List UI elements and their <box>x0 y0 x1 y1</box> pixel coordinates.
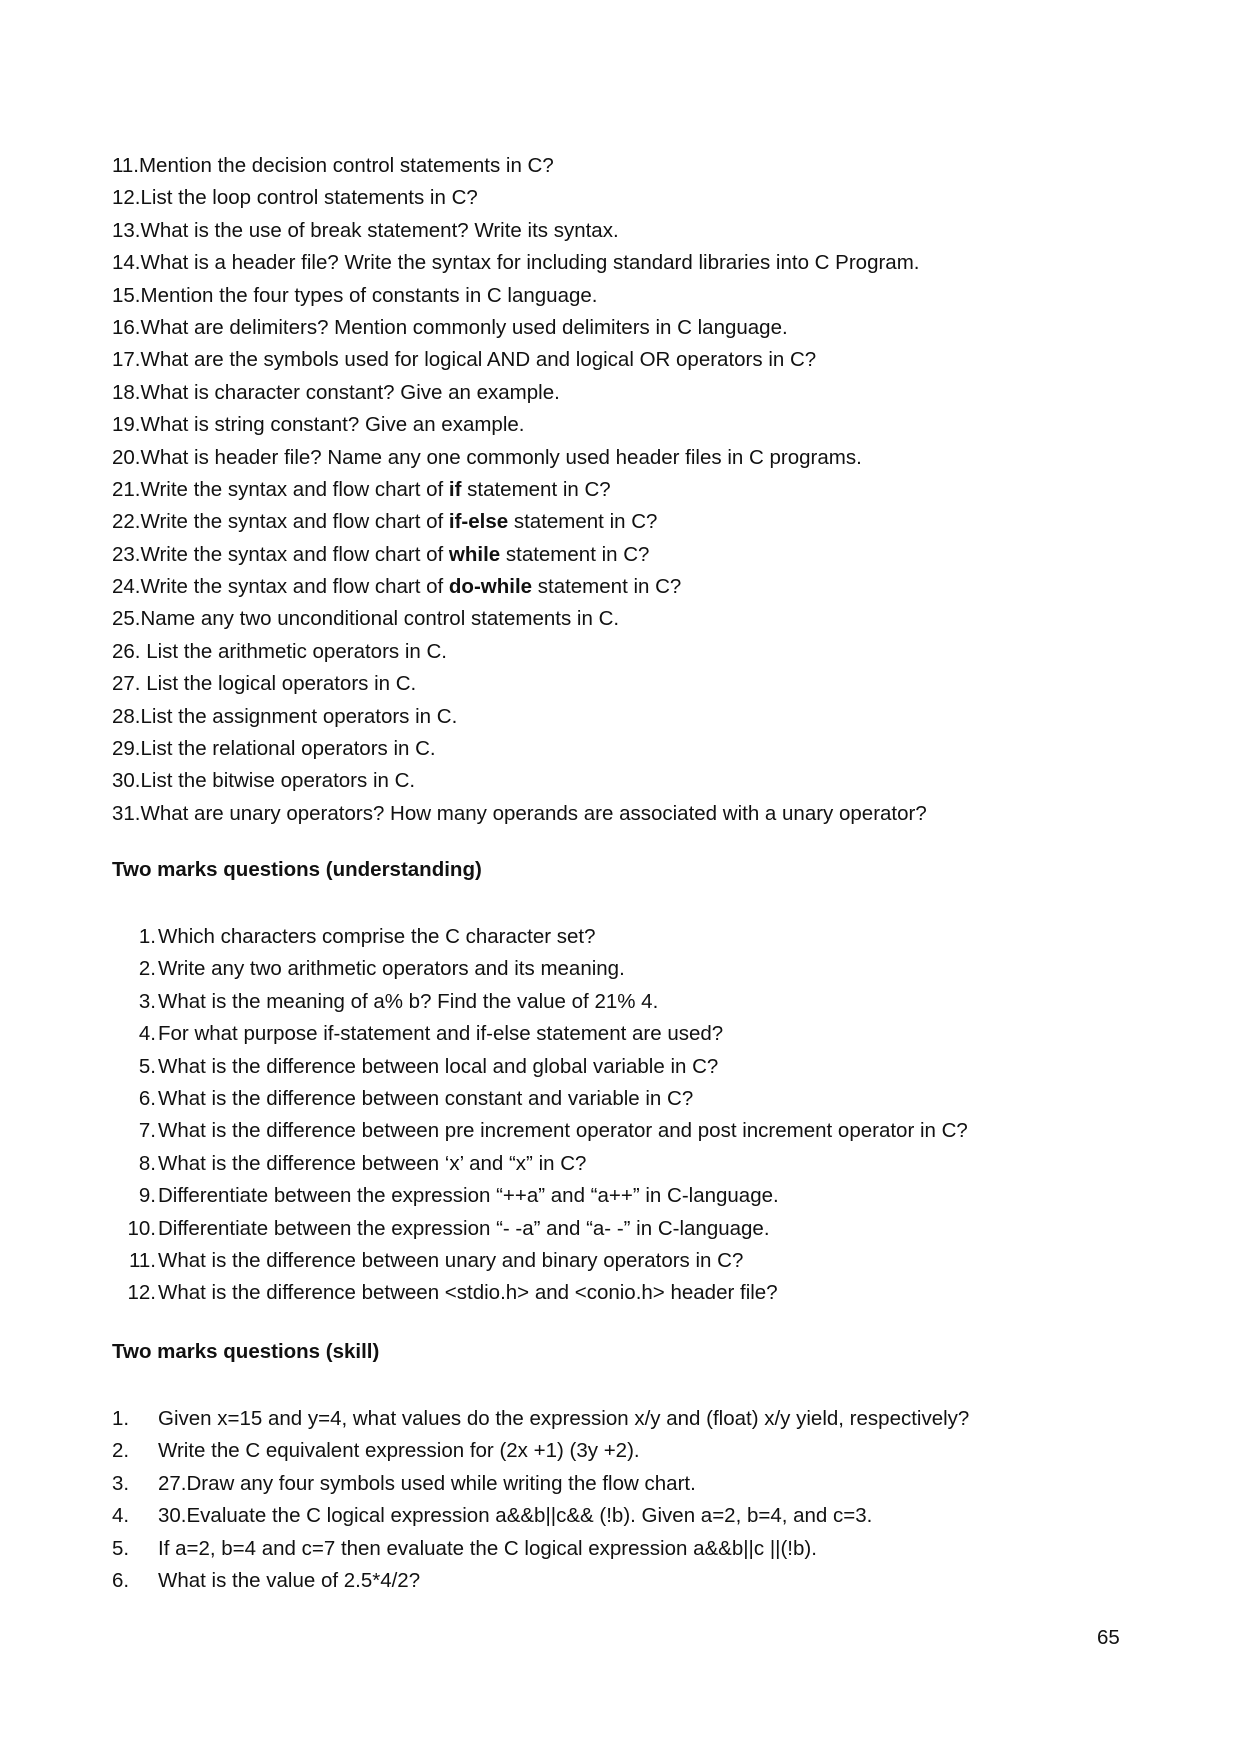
list-item: 15.Mention the four types of constants in C language. <box>112 283 598 307</box>
item-number: 1. <box>112 1407 130 1430</box>
list-item <box>112 1213 770 1245</box>
item-number: 6. <box>112 1568 130 1592</box>
list-item: 26. List the arithmetic operators in C. <box>112 639 447 663</box>
item-number: 3. <box>138 989 156 1013</box>
item-number: 4. <box>138 1022 156 1046</box>
item-number: 11. <box>129 1248 156 1272</box>
item-text: Which characters comprise the C character set? <box>158 925 596 948</box>
list-item: 12.List the loop control statements in C? <box>112 186 478 210</box>
item-text: 24.Write the syntax and flow chart of <box>112 575 449 599</box>
list-item <box>112 506 927 538</box>
item-text: statement in C? <box>500 542 650 566</box>
list-item <box>112 1051 719 1083</box>
item-text: 22.Write the syntax and flow chart of <box>112 510 449 534</box>
list-item <box>112 1245 744 1277</box>
item-text: 30.Evaluate the C logical expression a&&b||c&& (!b). Given a=2, b=4, and c=3. <box>158 1504 873 1528</box>
item-number: 9. <box>138 1184 156 1208</box>
item-number: 5. <box>138 1054 156 1078</box>
keyword: if <box>448 477 462 501</box>
item-text: For what purpose if-statement and if-else statement are used? <box>158 1022 724 1046</box>
item-text: 23.Write the syntax and flow chart of <box>112 542 449 566</box>
list-item <box>112 921 596 953</box>
skill-question-list <box>112 1403 970 1597</box>
list-item: 28.List the assignment operators in C. <box>112 704 458 728</box>
item-number: 2. <box>112 1439 130 1463</box>
list-item <box>112 1180 779 1212</box>
item-text: statement in C? <box>508 510 658 534</box>
keyword: if-else <box>448 510 509 534</box>
item-number: 10. <box>127 1216 156 1240</box>
item-text: What is the meaning of a% b? Find the value of 21% 4. <box>158 989 659 1013</box>
list-item: 16.What are delimiters? Mention commonly used delimiters in C language. <box>112 315 788 339</box>
item-text: statement in C? <box>461 477 611 501</box>
item-number: 12. <box>127 1281 156 1305</box>
list-item <box>112 1083 694 1115</box>
item-text: Differentiate between the expression “++a” and “a++” in C-language. <box>158 1184 779 1208</box>
list-item <box>112 1533 817 1565</box>
list-item <box>112 953 625 985</box>
list-item: 20.What is header file? Name any one commonly used header files in C programs. <box>112 445 862 469</box>
list-item <box>112 1148 587 1180</box>
recall-question-list <box>112 150 927 830</box>
item-text: 27.Draw any four symbols used while writing the flow chart. <box>158 1471 696 1495</box>
list-item: 25.Name any two unconditional control statements in C. <box>112 607 620 631</box>
keyword: while <box>448 542 501 566</box>
item-text: Write the C equivalent expression for (2x +1) (3y +2). <box>158 1439 640 1463</box>
list-item <box>112 1435 640 1467</box>
list-item <box>112 571 927 603</box>
list-item: 13.What is the use of break statement? Write its syntax. <box>112 218 619 242</box>
item-text: What is the value of 2.5*4/2? <box>158 1568 421 1592</box>
list-item <box>112 539 927 571</box>
item-number: 4. <box>112 1504 130 1528</box>
item-text: What is the difference between ‘x’ and “x” in C? <box>158 1151 587 1175</box>
section-heading-skill: Two marks questions (skill) <box>112 1340 380 1363</box>
list-item <box>112 1018 724 1050</box>
item-text: What is the difference between local and global variable in C? <box>158 1054 719 1078</box>
understanding-question-list <box>112 921 968 1310</box>
item-text: What is the difference between unary and binary operators in C? <box>158 1248 744 1272</box>
item-number: 3. <box>112 1471 130 1495</box>
list-item: 14.What is a header file? Write the syntax for including standard libraries into C Program. <box>112 251 920 275</box>
list-item: 11.Mention the decision control statements in C? <box>112 154 554 177</box>
list-item: 31.What are unary operators? How many operands are associated with a unary operator? <box>112 801 927 825</box>
item-number: 5. <box>112 1536 130 1560</box>
list-item: 19.What is string constant? Give an example. <box>112 413 525 437</box>
item-number: 1. <box>138 925 156 948</box>
item-text: Differentiate between the expression “- -a” and “a- -” in C-language. <box>158 1216 770 1240</box>
section-heading-understanding: Two marks questions (understanding) <box>112 858 482 881</box>
list-item: 27. List the logical operators in C. <box>112 672 417 696</box>
item-text: If a=2, b=4 and c=7 then evaluate the C logical expression a&&b||c ||(!b). <box>158 1536 817 1560</box>
item-text: Write any two arithmetic operators and its meaning. <box>158 957 625 981</box>
list-item <box>112 1565 421 1597</box>
list-item <box>112 1468 696 1500</box>
item-text: 21.Write the syntax and flow chart of <box>112 477 449 501</box>
item-text: What is the difference between constant and variable in C? <box>158 1086 694 1110</box>
list-item: 29.List the relational operators in C. <box>112 737 436 761</box>
item-text: statement in C? <box>532 575 682 599</box>
list-item <box>112 986 659 1018</box>
item-number: 6. <box>138 1086 156 1110</box>
keyword: do-while <box>448 575 533 599</box>
page-number: 65 <box>1097 1626 1120 1649</box>
list-item <box>112 1500 873 1532</box>
list-item: 18.What is character constant? Give an example. <box>112 380 560 404</box>
list-item <box>112 1115 968 1147</box>
item-text: What is the difference between pre increment operator and post increment operator in C? <box>158 1119 968 1143</box>
list-item <box>112 1403 970 1435</box>
item-number: 8. <box>138 1151 156 1175</box>
list-item <box>112 1277 778 1309</box>
list-item <box>112 474 927 506</box>
item-text: What is the difference between <stdio.h> and <conio.h> header file? <box>158 1281 778 1305</box>
item-number: 2. <box>138 957 156 981</box>
item-number: 7. <box>138 1119 156 1143</box>
list-item: 17.What are the symbols used for logical AND and logical OR operators in C? <box>112 348 817 372</box>
list-item: 30.List the bitwise operators in C. <box>112 769 416 793</box>
item-text: Given x=15 and y=4, what values do the expression x/y and (float) x/y yield, respectively? <box>158 1407 970 1430</box>
